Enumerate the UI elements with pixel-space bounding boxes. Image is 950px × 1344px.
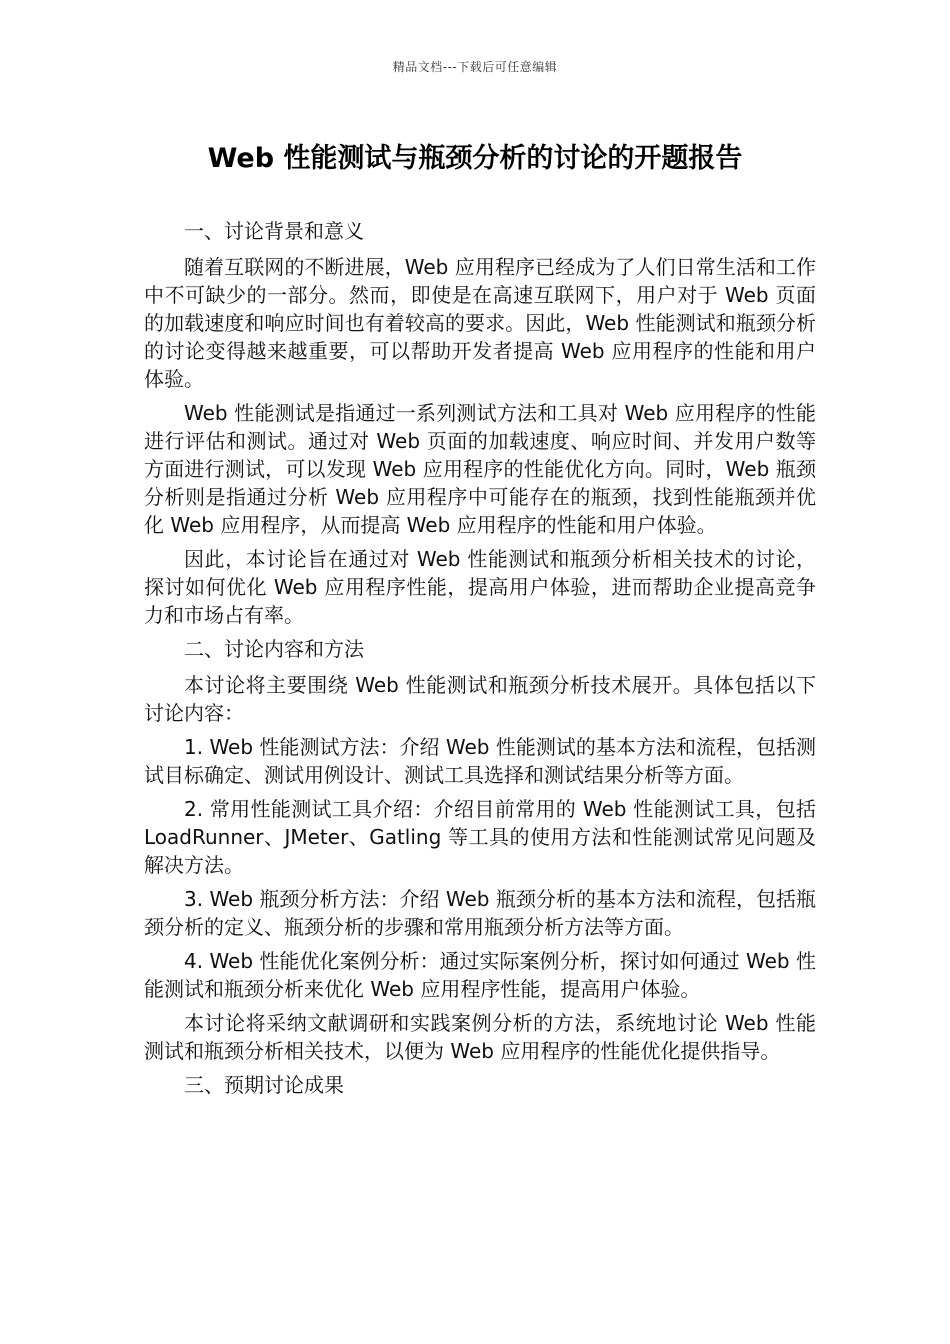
list-item-1: 1. Web 性能测试方法：介绍 Web 性能测试的基本方法和流程，包括测试目标确定、测试用例设计、测试工具选择和测试结果分析等方面。 (144, 735, 816, 787)
section-heading-content: 二、讨论内容和方法 (184, 637, 364, 661)
paragraph-background-3: 因此，本讨论旨在通过对 Web 性能测试和瓶颈分析相关技术的讨论，探讨如何优化 Web 应用程序性能，提高用户体验，进而帮助企业提高竞争力和市场占有率。 (144, 547, 816, 627)
list-item-3: 3. Web 瓶颈分析方法：介绍 Web 瓶颈分析的基本方法和流程，包括瓶颈分析的定义、瓶颈分析的步骤和常用瓶颈分析方法等方面。 (144, 887, 816, 939)
paragraph-method: 本讨论将采纳文献调研和实践案例分析的方法，系统地讨论 Web 性能测试和瓶颈分析相关技术，以便为 Web 应用程序的性能优化提供指导。 (144, 1011, 816, 1063)
document-body (144, 217, 816, 1107)
section-heading-background: 一、讨论背景和意义 (184, 219, 364, 243)
section-heading-outcomes: 三、预期讨论成果 (184, 1073, 344, 1097)
paragraph-background-1: 随着互联网的不断进展，Web 应用程序已经成为了人们日常生活和工作中不可缺少的一部分。然而，即使是在高速互联网下，用户对于 Web 页面的加载速度和响应时间也有着较高的要求。因此，Web 性能测试和瓶颈分析的讨论变得越来越重要，可以帮助开发者提高 Web 应用程序的性能和用户体验。 (144, 255, 816, 391)
header-note: 精品文档---下载后可任意编辑 (392, 60, 558, 74)
list-item-2: 2. 常用性能测试工具介绍：介绍目前常用的 Web 性能测试工具，包括 LoadRunner、JMeter、Gatling 等工具的使用方法和性能测试常见问题及解决方法。 (144, 797, 816, 877)
paragraph-content-intro: 本讨论将主要围绕 Web 性能测试和瓶颈分析技术展开。具体包括以下讨论内容： (144, 673, 816, 725)
paragraph-background-2: Web 性能测试是指通过一系列测试方法和工具对 Web 应用程序的性能进行评估和测试。通过对 Web 页面的加载速度、响应时间、并发用户数等方面进行测试，可以发现 Web 应用程序的性能优化方向。同时，Web 瓶颈分析则是指通过分析 Web 应用程序中可能存在的瓶颈，找到性能瓶颈并优化 Web 应用程序，从而提高 Web 应用程序的性能和用户体验。 (144, 401, 816, 537)
document-title: Web 性能测试与瓶颈分析的讨论的开题报告 (207, 143, 743, 174)
list-item-4: 4. Web 性能优化案例分析：通过实际案例分析，探讨如何通过 Web 性能测试和瓶颈分析来优化 Web 应用程序性能，提高用户体验。 (144, 949, 816, 1001)
